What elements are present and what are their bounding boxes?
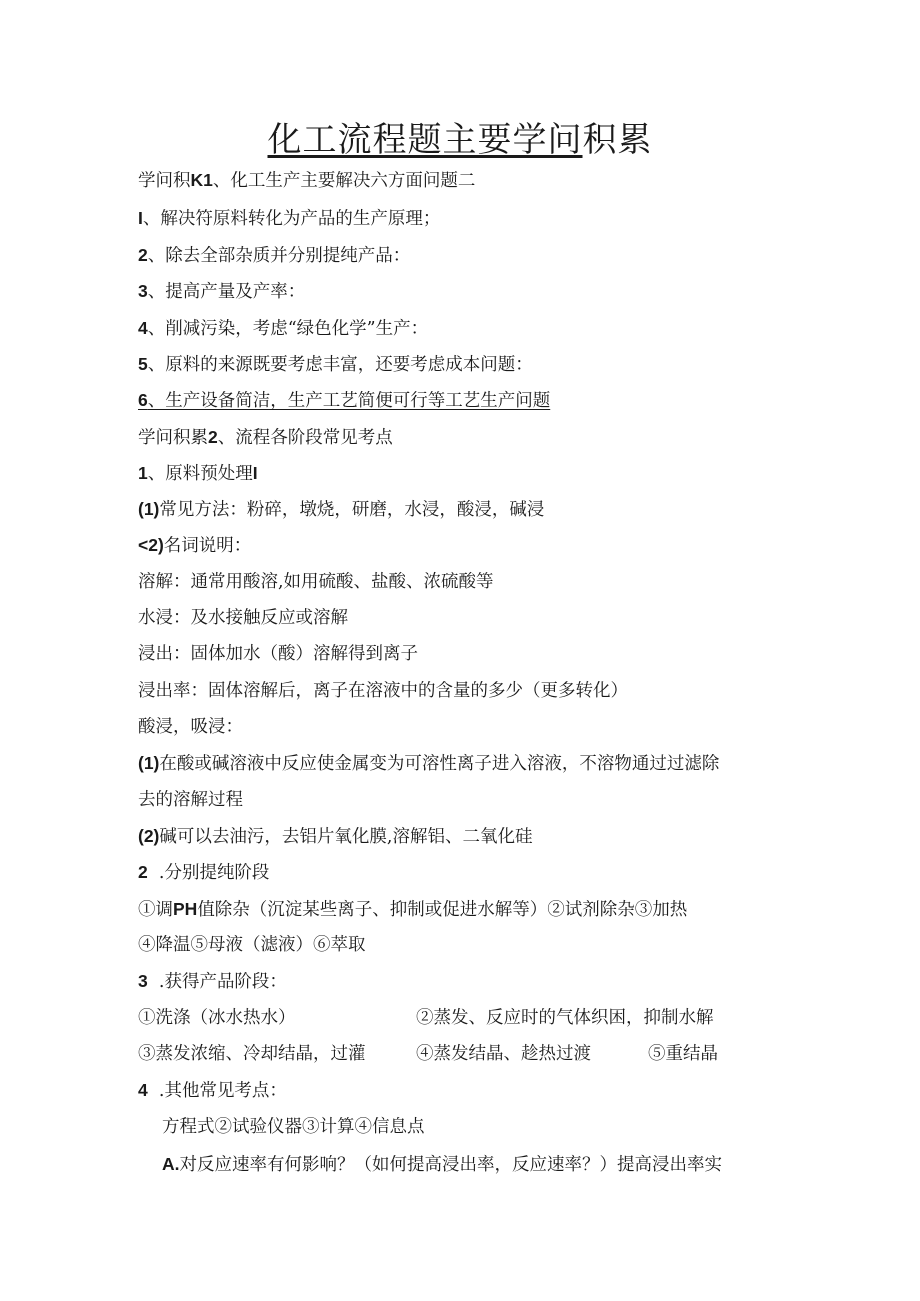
item-1 [138, 206, 440, 231]
section-1-text: 、原料预处理 [147, 464, 253, 484]
item-1-text: 、解决符原料转化为产品的生产原理； [142, 209, 441, 229]
page-title-tail: 积累 [582, 120, 653, 160]
knowledge-2-heading [138, 425, 393, 450]
acid-point-1-number: (1) [138, 753, 160, 773]
point-1-methods [138, 497, 544, 522]
item-5 [138, 352, 533, 377]
point-1-number: (1) [138, 499, 160, 519]
section-2-line-1 [138, 897, 687, 922]
item-2-number: 2 [138, 245, 148, 265]
item-3-number: 3 [138, 281, 148, 301]
section-2-number: 2 [138, 862, 148, 882]
section-3-item-e: ⑤重结晶 [648, 1044, 718, 1064]
definition-dissolve: 溶解：通常用酸溶,如用硫酸、盐酸、浓硫酸等 [138, 572, 494, 592]
section-2-line-2: ④降温⑤母液（滤液）⑥萃取 [138, 935, 366, 955]
section-2-heading [138, 860, 269, 885]
s2-line1-c: 值除杂（沉淀某些离子、抑制或促进水解等）②试剂除杂③加热 [197, 900, 688, 920]
k2-rest: 、流程各阶段常见考点 [217, 428, 393, 448]
k1-rest: 、化工生产主要解决六方面问题二 [212, 171, 476, 191]
item-5-text: 、原料的来源既要考虑丰富，还要考虑成本问题： [147, 355, 533, 375]
acid-point-2-text: 碱可以去油污，去铝片氧化膜,溶解铝、二氧化硅 [159, 827, 533, 847]
item-4 [138, 316, 428, 341]
acid-point-2-number: (2) [138, 826, 160, 846]
acid-point-1-text: 在酸或碱溶液中反应使金属变为可溶性离子进入溶液，不溶物通过过滤除 [159, 754, 720, 774]
k1-prefix: 学问积 [138, 171, 191, 191]
acid-leach-point-2 [138, 824, 532, 849]
section-1-number: 1 [138, 463, 148, 483]
knowledge-1-heading [138, 168, 475, 193]
item-4-number: 4 [138, 318, 148, 338]
section-3-item-d: ④蒸发结晶、趁热过渡 [416, 1044, 591, 1064]
s4-line2-text: 对反应速率有何影响？（如何提高浸出率，反应速率？）提高浸出率实 [179, 1155, 722, 1175]
acid-leach-point-1-continued: 去的溶解过程 [138, 790, 243, 810]
k1-tag: K1 [190, 170, 213, 190]
definition-acid-leach: 酸浸，吸浸： [138, 717, 243, 737]
section-3-item-a: ①洗涤（冰水热水） [138, 1008, 296, 1028]
item-6 [138, 388, 550, 413]
section-3-item-b: ②蒸发、反应时的气体织困，抑制水解 [416, 1008, 714, 1028]
acid-leach-point-1 [138, 751, 719, 776]
item-6-text: 、生产设备简洁，生产工艺简便可行等工艺生产问题 [147, 391, 551, 411]
point-2-terms [138, 533, 251, 558]
s2-line1-ph: PH [173, 899, 198, 919]
item-3-text: 、提高产量及产率： [147, 282, 306, 302]
s2-line1-a: ①调 [138, 900, 173, 920]
section-3-item-c: ③蒸发浓缩、冷却结晶，过灌 [138, 1044, 366, 1064]
section-4-number: 4 [138, 1080, 148, 1100]
k2-tag: 2 [208, 427, 218, 447]
section-4-heading [138, 1078, 287, 1103]
section-1-heading [138, 461, 258, 486]
item-2 [138, 243, 410, 268]
item-3 [138, 279, 305, 304]
item-5-number: 5 [138, 354, 148, 374]
k2-prefix: 学问积累 [138, 428, 208, 448]
definition-leach: 浸出：固体加水（酸）溶解得到离子 [138, 644, 418, 664]
item-4-text: 、削减污染，考虑“绿色化学”生产： [147, 319, 429, 339]
point-2-number: <2) [138, 535, 164, 555]
section-4-text: .其他常见考点： [158, 1081, 287, 1101]
section-3-number: 3 [138, 971, 148, 991]
s4-line2-tag: A. [162, 1154, 180, 1174]
point-2-text: 名词说明： [163, 536, 252, 556]
section-2-text: .分别提纯阶段 [158, 863, 270, 883]
section-4-line-2 [162, 1152, 722, 1177]
page-title-underlined: 化工流程题主要学问 [267, 120, 583, 160]
section-1-suffix: I [252, 463, 258, 483]
item-6-number: 6 [138, 390, 148, 410]
page-title [0, 112, 920, 161]
definition-leach-rate: 浸出率：固体溶解后，离子在溶液中的含量的多少（更多转化） [138, 681, 628, 701]
section-3-text: .获得产品阶段： [158, 972, 287, 992]
section-3-heading [138, 969, 287, 994]
section-4-line-1: 方程式②试验仪器③计算④信息点 [162, 1117, 425, 1137]
definition-water-leach: 水浸：及水接触反应或溶解 [138, 608, 348, 628]
item-1-number: I [138, 208, 143, 228]
point-1-text: 常见方法：粉碎，墩烧，研磨，水浸，酸浸，碱浸 [159, 500, 545, 520]
item-2-text: 、除去全部杂质并分别提纯产品： [147, 246, 411, 266]
